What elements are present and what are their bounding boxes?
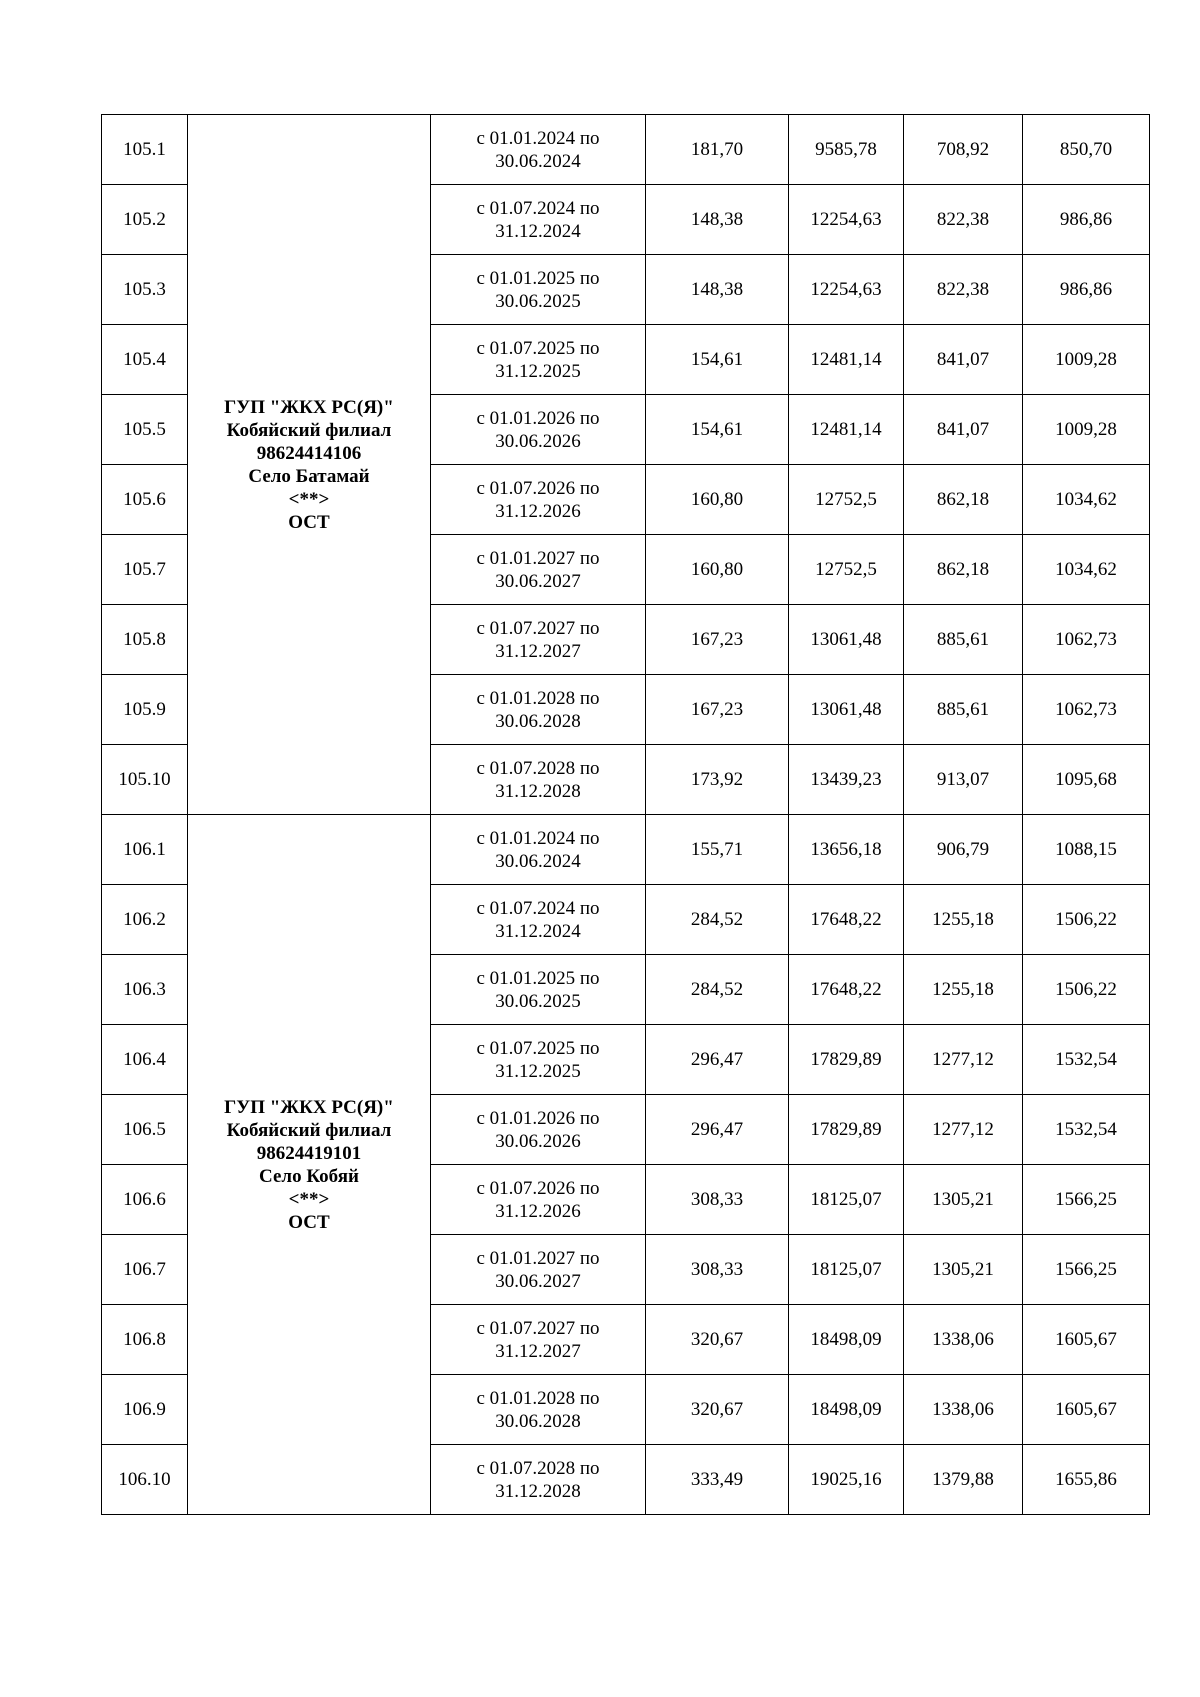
value-cell-c4: 1095,68 xyxy=(1023,745,1150,815)
period-to: 30.06.2027 xyxy=(495,570,581,592)
value-cell-c4: 850,70 xyxy=(1023,115,1150,185)
period-cell xyxy=(431,185,646,255)
period-to: 30.06.2025 xyxy=(495,290,581,312)
value-cell-c2: 12752,5 xyxy=(789,465,904,535)
tariff-table xyxy=(101,114,1150,1515)
value-cell-c2: 18498,09 xyxy=(789,1305,904,1375)
row-number-cell: 105.7 xyxy=(102,535,188,605)
row-number-cell: 106.5 xyxy=(102,1095,188,1165)
value-cell-c3: 1338,06 xyxy=(904,1375,1023,1445)
period-from: с 01.01.2025 по xyxy=(476,967,600,989)
value-cell-c4: 1655,86 xyxy=(1023,1445,1150,1515)
value-cell-c4: 986,86 xyxy=(1023,255,1150,325)
organization-line: Село Батамай xyxy=(248,465,370,487)
value-cell-c4: 1532,54 xyxy=(1023,1025,1150,1095)
period-to: 31.12.2025 xyxy=(495,1060,581,1082)
value-cell-c3: 822,38 xyxy=(904,255,1023,325)
period-to: 30.06.2024 xyxy=(495,150,581,172)
value-cell-c1: 320,67 xyxy=(646,1305,789,1375)
value-cell-c2: 13061,48 xyxy=(789,675,904,745)
value-cell-c2: 18125,07 xyxy=(789,1165,904,1235)
value-cell-c1: 284,52 xyxy=(646,955,789,1025)
period-from: с 01.01.2026 по xyxy=(476,1107,600,1129)
organization-line: 98624419101 xyxy=(256,1142,362,1164)
value-cell-c3: 1255,18 xyxy=(904,955,1023,1025)
period-cell xyxy=(431,1305,646,1375)
period-from: с 01.07.2025 по xyxy=(476,1037,600,1059)
value-cell-c2: 12752,5 xyxy=(789,535,904,605)
period-cell xyxy=(431,1095,646,1165)
period-from: с 01.07.2026 по xyxy=(476,477,600,499)
period-from: с 01.01.2028 по xyxy=(476,687,600,709)
period-cell xyxy=(431,885,646,955)
value-cell-c3: 862,18 xyxy=(904,465,1023,535)
organization-line: 98624414106 xyxy=(256,442,362,464)
period-from: с 01.01.2026 по xyxy=(476,407,600,429)
value-cell-c2: 12481,14 xyxy=(789,325,904,395)
period-cell xyxy=(431,745,646,815)
period-to: 30.06.2024 xyxy=(495,850,581,872)
value-cell-c2: 13061,48 xyxy=(789,605,904,675)
value-cell-c4: 1605,67 xyxy=(1023,1305,1150,1375)
table-row xyxy=(102,115,1150,185)
period-from: с 01.01.2024 по xyxy=(476,127,600,149)
row-number-cell: 106.8 xyxy=(102,1305,188,1375)
value-cell-c4: 1009,28 xyxy=(1023,325,1150,395)
period-cell xyxy=(431,955,646,1025)
period-cell xyxy=(431,395,646,465)
organization-line: <**> xyxy=(288,1188,330,1210)
organization-cell xyxy=(188,815,431,1515)
value-cell-c1: 160,80 xyxy=(646,535,789,605)
value-cell-c1: 148,38 xyxy=(646,185,789,255)
row-number-cell: 105.8 xyxy=(102,605,188,675)
row-number-cell: 105.3 xyxy=(102,255,188,325)
period-from: с 01.01.2028 по xyxy=(476,1387,600,1409)
row-number-cell: 105.4 xyxy=(102,325,188,395)
value-cell-c1: 154,61 xyxy=(646,325,789,395)
period-cell xyxy=(431,1165,646,1235)
period-cell xyxy=(431,1235,646,1305)
period-from: с 01.07.2027 по xyxy=(476,1317,600,1339)
value-cell-c4: 1566,25 xyxy=(1023,1165,1150,1235)
organization-line: ОСТ xyxy=(288,1211,330,1233)
value-cell-c2: 12481,14 xyxy=(789,395,904,465)
value-cell-c1: 154,61 xyxy=(646,395,789,465)
period-to: 31.12.2027 xyxy=(495,640,581,662)
period-to: 31.12.2027 xyxy=(495,1340,581,1362)
value-cell-c3: 885,61 xyxy=(904,605,1023,675)
period-to: 31.12.2026 xyxy=(495,1200,581,1222)
period-cell xyxy=(431,325,646,395)
value-cell-c4: 1034,62 xyxy=(1023,465,1150,535)
organization-line: ОСТ xyxy=(288,511,330,533)
value-cell-c3: 1277,12 xyxy=(904,1025,1023,1095)
value-cell-c4: 1532,54 xyxy=(1023,1095,1150,1165)
value-cell-c4: 1034,62 xyxy=(1023,535,1150,605)
period-from: с 01.07.2028 по xyxy=(476,1457,600,1479)
value-cell-c1: 308,33 xyxy=(646,1235,789,1305)
period-cell xyxy=(431,1025,646,1095)
value-cell-c4: 1062,73 xyxy=(1023,605,1150,675)
row-number-cell: 106.10 xyxy=(102,1445,188,1515)
value-cell-c3: 885,61 xyxy=(904,675,1023,745)
period-from: с 01.01.2027 по xyxy=(476,547,600,569)
period-to: 31.12.2028 xyxy=(495,1480,581,1502)
period-cell xyxy=(431,1375,646,1445)
period-to: 31.12.2025 xyxy=(495,360,581,382)
value-cell-c4: 1009,28 xyxy=(1023,395,1150,465)
period-from: с 01.07.2027 по xyxy=(476,617,600,639)
value-cell-c2: 19025,16 xyxy=(789,1445,904,1515)
value-cell-c1: 333,49 xyxy=(646,1445,789,1515)
value-cell-c2: 13656,18 xyxy=(789,815,904,885)
organization-line: Кобяйский филиал xyxy=(226,1119,392,1141)
row-number-cell: 106.7 xyxy=(102,1235,188,1305)
organization-line: ГУП "ЖКХ РС(Я)" xyxy=(224,396,394,418)
row-number-cell: 105.9 xyxy=(102,675,188,745)
period-cell xyxy=(431,115,646,185)
value-cell-c4: 1088,15 xyxy=(1023,815,1150,885)
value-cell-c3: 1277,12 xyxy=(904,1095,1023,1165)
value-cell-c1: 296,47 xyxy=(646,1095,789,1165)
value-cell-c1: 167,23 xyxy=(646,605,789,675)
row-number-cell: 106.6 xyxy=(102,1165,188,1235)
value-cell-c2: 17648,22 xyxy=(789,885,904,955)
row-number-cell: 105.5 xyxy=(102,395,188,465)
period-from: с 01.01.2027 по xyxy=(476,1247,600,1269)
value-cell-c2: 17829,89 xyxy=(789,1025,904,1095)
tariff-table-body xyxy=(102,115,1150,1515)
row-number-cell: 105.2 xyxy=(102,185,188,255)
period-to: 30.06.2026 xyxy=(495,430,581,452)
value-cell-c4: 1506,22 xyxy=(1023,885,1150,955)
period-cell xyxy=(431,1445,646,1515)
row-number-cell: 105.10 xyxy=(102,745,188,815)
value-cell-c3: 1305,21 xyxy=(904,1165,1023,1235)
value-cell-c3: 841,07 xyxy=(904,325,1023,395)
value-cell-c3: 906,79 xyxy=(904,815,1023,885)
row-number-cell: 106.2 xyxy=(102,885,188,955)
period-from: с 01.07.2026 по xyxy=(476,1177,600,1199)
period-cell xyxy=(431,465,646,535)
organization-line: <**> xyxy=(288,488,330,510)
value-cell-c4: 1062,73 xyxy=(1023,675,1150,745)
value-cell-c1: 160,80 xyxy=(646,465,789,535)
period-cell xyxy=(431,815,646,885)
period-cell xyxy=(431,605,646,675)
period-cell xyxy=(431,535,646,605)
organization-line: ГУП "ЖКХ РС(Я)" xyxy=(224,1096,394,1118)
value-cell-c3: 1255,18 xyxy=(904,885,1023,955)
period-from: с 01.01.2024 по xyxy=(476,827,600,849)
value-cell-c1: 308,33 xyxy=(646,1165,789,1235)
period-from: с 01.07.2025 по xyxy=(476,337,600,359)
value-cell-c1: 167,23 xyxy=(646,675,789,745)
row-number-cell: 106.3 xyxy=(102,955,188,1025)
organization-cell xyxy=(188,115,431,815)
period-from: с 01.01.2025 по xyxy=(476,267,600,289)
row-number-cell: 106.1 xyxy=(102,815,188,885)
period-to: 30.06.2028 xyxy=(495,710,581,732)
value-cell-c3: 913,07 xyxy=(904,745,1023,815)
value-cell-c2: 12254,63 xyxy=(789,255,904,325)
period-to: 30.06.2026 xyxy=(495,1130,581,1152)
value-cell-c3: 822,38 xyxy=(904,185,1023,255)
value-cell-c4: 1506,22 xyxy=(1023,955,1150,1025)
value-cell-c3: 1305,21 xyxy=(904,1235,1023,1305)
value-cell-c1: 181,70 xyxy=(646,115,789,185)
period-to: 31.12.2024 xyxy=(495,920,581,942)
row-number-cell: 105.1 xyxy=(102,115,188,185)
period-to: 31.12.2024 xyxy=(495,220,581,242)
value-cell-c1: 155,71 xyxy=(646,815,789,885)
value-cell-c2: 17648,22 xyxy=(789,955,904,1025)
value-cell-c4: 986,86 xyxy=(1023,185,1150,255)
value-cell-c2: 9585,78 xyxy=(789,115,904,185)
period-to: 31.12.2028 xyxy=(495,780,581,802)
value-cell-c1: 284,52 xyxy=(646,885,789,955)
period-from: с 01.07.2024 по xyxy=(476,897,600,919)
value-cell-c1: 296,47 xyxy=(646,1025,789,1095)
period-to: 30.06.2028 xyxy=(495,1410,581,1432)
value-cell-c3: 862,18 xyxy=(904,535,1023,605)
period-from: с 01.07.2024 по xyxy=(476,197,600,219)
value-cell-c1: 173,92 xyxy=(646,745,789,815)
period-to: 31.12.2026 xyxy=(495,500,581,522)
value-cell-c2: 17829,89 xyxy=(789,1095,904,1165)
organization-line: Село Кобяй xyxy=(259,1165,359,1187)
table-row xyxy=(102,815,1150,885)
value-cell-c2: 18498,09 xyxy=(789,1375,904,1445)
value-cell-c2: 18125,07 xyxy=(789,1235,904,1305)
organization-line: Кобяйский филиал xyxy=(226,419,392,441)
value-cell-c3: 1379,88 xyxy=(904,1445,1023,1515)
row-number-cell: 106.9 xyxy=(102,1375,188,1445)
row-number-cell: 105.6 xyxy=(102,465,188,535)
value-cell-c2: 13439,23 xyxy=(789,745,904,815)
value-cell-c1: 320,67 xyxy=(646,1375,789,1445)
period-from: с 01.07.2028 по xyxy=(476,757,600,779)
period-to: 30.06.2027 xyxy=(495,1270,581,1292)
value-cell-c1: 148,38 xyxy=(646,255,789,325)
value-cell-c3: 708,92 xyxy=(904,115,1023,185)
period-cell xyxy=(431,675,646,745)
value-cell-c4: 1605,67 xyxy=(1023,1375,1150,1445)
row-number-cell: 106.4 xyxy=(102,1025,188,1095)
value-cell-c3: 841,07 xyxy=(904,395,1023,465)
value-cell-c3: 1338,06 xyxy=(904,1305,1023,1375)
value-cell-c2: 12254,63 xyxy=(789,185,904,255)
period-to: 30.06.2025 xyxy=(495,990,581,1012)
period-cell xyxy=(431,255,646,325)
value-cell-c4: 1566,25 xyxy=(1023,1235,1150,1305)
